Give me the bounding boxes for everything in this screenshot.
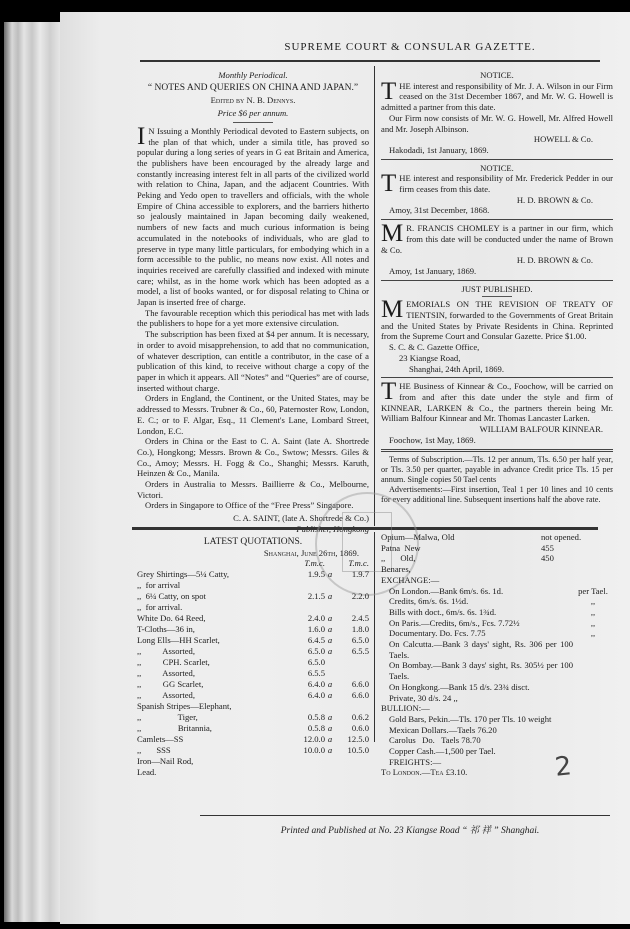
bullion-row: Copper Cash.—1,500 per Tael. xyxy=(389,746,496,757)
bullion-row: Carolus Do. Taels 78.70 xyxy=(389,735,481,746)
quotation-row: T-Cloths—36 in, 1.6.0 a 1.8.0 xyxy=(137,624,369,635)
quotation-row: Grey Shirtings—5¼ Catty, 1.9.5 a 1.9.7 xyxy=(137,569,369,580)
exchange-row: Credits, 6m/s. 6s. 1½d. ,, xyxy=(389,596,596,607)
exchange-heading: EXCHANGE:— xyxy=(381,574,440,585)
opium-row: Benares, xyxy=(381,564,411,575)
notice-body: R. FRANCIS CHOMLEY is a partner in our firm, which from this date will be conducted under the name of Brown & Co. xyxy=(381,223,613,255)
drop-cap: T xyxy=(381,170,397,198)
latest-quotations xyxy=(137,537,369,778)
exchange-row: Bills with doct., 6m/s. 6s. 1¾d. ,, xyxy=(389,606,596,617)
exchange-row: On Hongkong.—Bank 15 d/s. 23¾ disct. xyxy=(389,681,530,692)
drop-cap: T xyxy=(381,77,397,105)
quotation-row: ,, CPH. Scarlet, 6.5.0 xyxy=(137,657,325,668)
ad-signature: C. A. SAINT, (late A. Shortrede & Co.) xyxy=(233,513,369,524)
bullion-row: Mexican Dollars.—Taels 76.20 xyxy=(389,724,497,735)
ad-price: Price $6 per annum. xyxy=(217,108,289,119)
notice-body: HE interest and responsibility of Mr. J. A. Wilson in our Firm ceased on the 31st December 1867, and Mr. W. G. Howell is admitted a partner from this date. xyxy=(381,80,613,113)
opium-row: ,, Old, 450 xyxy=(381,553,554,564)
terms xyxy=(381,455,613,505)
ad-paragraph: The subscription has been fixed at $4 per annum. It is necessary, in order to avoid misapprehension, to add that no communication, of whatever description, can entitle a contributor, in the case of a publication of this kind, to receive without charge a copy of the paper in which it appears. All “Notes” and “Queries” are of course, inserted without charge. xyxy=(137,329,369,393)
imprint: Printed and Published at No. 23 Kiangse Road “ 祁 祥 ” Shanghai. xyxy=(280,826,540,836)
just-published xyxy=(381,284,613,375)
quotations-dateline: Shanghai, June 26th, 1869. xyxy=(263,547,359,558)
notices-column xyxy=(381,70,613,505)
notice-dateline: Hakodadi, 1st January, 1869. xyxy=(389,144,489,155)
ad-editor: Edited by N. B. Dennys. xyxy=(210,95,296,106)
column-divider xyxy=(374,66,375,526)
notes-queries-ad xyxy=(137,70,369,535)
notice-chomley xyxy=(381,220,613,277)
top-rule xyxy=(140,60,600,62)
notice-body: Our Firm now consists of Mr. W. G. Howell, Mr. Alfred Howell and Mr. Joseph Albinson. xyxy=(381,112,613,134)
drop-cap: M xyxy=(381,220,404,248)
address-line: Shanghai, 24th April, 1869. xyxy=(409,363,505,374)
masthead: SUPREME COURT & CONSULAR GAZETTE. xyxy=(284,41,536,53)
quotation-row: ,, for arrival. xyxy=(137,602,183,613)
notice-dateline: Amoy, 1st January, 1869. xyxy=(389,265,477,276)
market-report xyxy=(381,532,613,778)
notice-signature: WILLIAM BALFOUR KINNEAR. xyxy=(479,424,603,435)
short-rule xyxy=(233,122,273,123)
terms-advertisements: Advertisements:—First insertion, Teal 1 per 10 lines and 10 cents for every additional line. Subsequent insertions half the above rate. xyxy=(381,484,613,504)
quotation-row: Iron—Nail Rod, xyxy=(137,756,194,767)
quotations-title: LATEST QUOTATIONS. xyxy=(203,537,303,547)
exchange-row: On Paris.—Credits, 6m/s., Fcs. 7.72½ ,, xyxy=(389,617,596,628)
footer-rule xyxy=(200,815,610,816)
quotation-row: White Do. 64 Reed, 2.4.0 a 2.4.5 xyxy=(137,613,369,624)
notice-body: HE interest and responsibility of Mr. Frederick Pedder in our firm ceases from this date. xyxy=(399,173,613,195)
notice-dateline: Amoy, 31st December, 1868. xyxy=(389,205,490,216)
quotation-row: Lead. xyxy=(137,767,157,778)
opium-row: Patna New 455 xyxy=(381,542,554,553)
drop-cap: T xyxy=(381,378,397,406)
quotation-row: ,, SSS 10.0.0 a 10.5.0 xyxy=(137,745,369,756)
freight-item: To London.—Tea £3.10. xyxy=(381,767,468,778)
bullion-row: Gold Bars, Pekin.—Tls. 170 per Tls. 10 weight xyxy=(389,713,552,724)
quotation-row: ,, Tiger, 0.5.8 a 0.6.2 xyxy=(137,712,369,723)
quotation-row: Camlets—SS 12.0.0 a 12.5.0 xyxy=(137,734,369,745)
ad-paragraph: Orders in China or the East to C. A. Saint (late A. Shortrede Co.), Hongkong; Messrs. Brown & Co., Swtow; Messrs. Giles & Co., Amoy; Messrs. H. Fogg & Co., Shanghi; Messrs. Karuth, Heinzen & Co., Manila. xyxy=(137,436,369,479)
exchange-row: On London.—Bank 6m/s. 6s. 1d. per Tael. xyxy=(389,585,608,596)
quotations-table: T.m.c. T.m.c. Grey Shirtings—5¼ Catty, 1.9.5 a 1.9.7 ,, for arrival ,, 6¼ Catty, on spot 2.1.5 a 2.2.0 ,, for arrival. White Do. 64 Reed, 2.4.0 a 2.4.5 T-Cloths—36 in, 1.6.0 a 1.8.0 Long Ells—HH Scarlet, 6.4.5 a 6.5.0 ,, Assorted, 6.5.0 a 6.5.5 ,, CPH. Scarlet, 6.5.0 ,, Assorted, 6.5.5 ,, GG Scarlet, 6.4.0 a 6.6.0 ,, Assorted, 6.4.0 a 6.6.0 Spanish Stripes—Elephant, ,, Tiger, 0.5.8 a 0.6.2 ,, Britannia, 0.5.8 a 0.6.0 Camlets—SS 12.0.0 a 12.5.0 ,, SSS 10.0.0 a 10.5.0 Iron—Nail Rod, Lead. xyxy=(137,558,369,778)
ad-paragraph: Orders in England, the Continent, or the United States, may be addressed to Messrs. Trubner & Co., 60, Paternoster Row, London, E. C.; or to F. Algar, Esq., 11 Clement's Lane, Lombard Street, London, E.C. xyxy=(137,393,369,436)
notice-body: EMORIALS ON THE REVISION OF TREATY OF TIENTSIN, forwarded to the Governments of Great Britain and the United States by Private Residents in China. Reprinted from the Supreme Court and Consular Gazette. Price $1.00. xyxy=(381,299,613,342)
notice-signature: HOWELL & Co. xyxy=(533,134,593,145)
opium-list xyxy=(381,532,613,575)
drop-cap: M xyxy=(381,296,404,324)
ad-paragraph: Orders in Singapore to Office of the “Free Press” Singapore. xyxy=(145,500,354,511)
notice-kinnear xyxy=(381,378,613,445)
handwritten-page-number: 2 xyxy=(553,751,574,783)
ad-paragraph xyxy=(137,122,369,308)
notice-dateline: Foochow, 1st May, 1869. xyxy=(389,434,476,445)
quotation-row: ,, Assorted, 6.5.0 a 6.5.5 xyxy=(137,646,369,657)
quotation-row: ,, Assorted, 6.5.5 xyxy=(137,668,325,679)
notice-signature: H. D. BROWN & Co. xyxy=(516,255,593,266)
ad-paragraph: The favourable reception which this periodical has met with lads the publishers to hope for a yet more extensive circulation. xyxy=(137,307,369,329)
opium-row: Opium—Malwa, Old not opened. xyxy=(381,532,582,542)
bullion-list xyxy=(381,714,613,757)
book-page-edges xyxy=(4,22,64,922)
terms-subscription: Terms of Subscription.—Tls. 12 per annum, Tls. 6.50 per half year, or Tls. 3.50 per quarter, payable in advance Credit price Tls. 15 per annum. Single copies 50 Tael cents xyxy=(381,454,613,484)
exchange-row: Documentary. Do. Fcs. 7.75 ,, xyxy=(389,628,596,639)
ad-title: “ NOTES AND QUERIES ON CHINA AND JAPAN.” xyxy=(147,82,359,93)
exchange-row: On Bombay.—Bank 3 days' sight, Rs. 305½ per 100 Taels. xyxy=(389,660,573,682)
notice-heading: NOTICE. xyxy=(480,70,514,80)
notice-wilson xyxy=(381,70,613,156)
notice-heading: NOTICE. xyxy=(480,162,514,173)
bullion-heading: BULLION:— xyxy=(381,703,430,714)
exchange-row: On Calcutta.—Bank 3 days' sight, Rs. 306 per 100 Taels. xyxy=(389,639,573,660)
notice-signature: H. D. BROWN & Co. xyxy=(516,194,593,205)
quotation-row: Spanish Stripes—Elephant, xyxy=(137,701,232,712)
drop-cap: I xyxy=(137,122,146,150)
ad-kicker: Monthly Periodical. xyxy=(218,70,288,80)
quotation-row: ,, Assorted, 6.4.0 a 6.6.0 xyxy=(137,690,369,701)
ad-paragraph: Orders in Australia to Messrs. Baillierre & Co., Melbourne, Victori. xyxy=(137,479,369,500)
quotation-row: ,, Britannia, 0.5.8 a 0.6.0 xyxy=(137,723,369,734)
quotation-row: ,, 6¼ Catty, on spot 2.1.5 a 2.2.0 xyxy=(137,591,369,602)
notice-heading: JUST PUBLISHED. xyxy=(461,283,533,294)
notice-pedder xyxy=(381,163,613,217)
quotation-row: ,, for arrival xyxy=(137,580,181,591)
notice-body: HE Business of Kinnear & Co., Foochow, will be carried on from and after this date under the style and firm of KINNEAR, LARKEN & Co., the partners therein being Mr. William Balfour Kinnear and Mr. Thomas Lancaster Larken. xyxy=(381,381,613,424)
quotation-row: Long Ells—HH Scarlet, 6.4.5 a 6.5.0 xyxy=(137,635,369,646)
address-line: S. C. & C. Gazette Office, xyxy=(389,342,480,353)
quotation-row: ,, GG Scarlet, 6.4.0 a 6.6.0 xyxy=(137,679,369,690)
exchange-list xyxy=(381,586,613,704)
ad-text: N Issuing a Monthly Periodical devoted to Eastern subjects, on the plan of that which, under a simila title, has proved so popular during a long series of years in G eat Britain and America, the publishers have been encouraged by the already large and constantly increasing interest felt in all parts of the civilized world with relation to China, Japan, and the adjacent Countries. With Peking and Yedo open to travellers and officials, with the whole Empire of China accessible to explorers, and the barriers hitherto so jealously maintained in Japan becoming daily weakened, numbers of new facts and much curious information is being accumulated in the notebooks of individuals, who are glad to preserve in type many little particulars, for embodying which in a form accessible to the public, no means now exist. All notes and inquiries received are carefully classified and indexed with minute care; whilst, as in the home work which has been adopted as a model, a list of books wanted, or for disposal relating to China or Japan is inserted free of charge. xyxy=(137,125,369,308)
freights-heading: FREIGHTS:— xyxy=(389,756,442,767)
exchange-row: Private, 30 d/s. 24 ,, xyxy=(389,692,458,703)
address-line: 23 Kiangse Road, xyxy=(399,352,461,363)
